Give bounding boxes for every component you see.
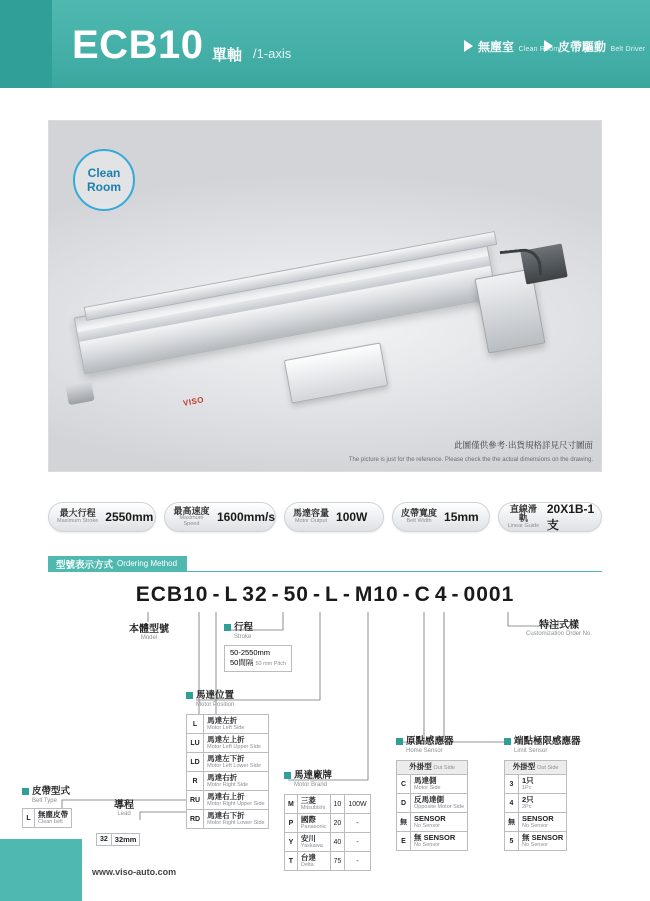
bullet-square-icon [22, 788, 29, 795]
triangle-icon [544, 40, 553, 52]
motor-brand-watt: - [345, 814, 370, 833]
actuator-slider [284, 342, 388, 403]
lead-key: 32 [97, 834, 112, 846]
motor-position-desc-cn: 馬達左上折 [207, 735, 245, 744]
title-axis-cn: 單軸 [212, 47, 243, 64]
table-row [187, 753, 269, 772]
spec-pill-max-speed-label [173, 507, 210, 528]
ordering-method-rule [48, 571, 602, 572]
code-dash-3: - [312, 583, 321, 606]
code-dash-1: - [212, 583, 221, 606]
callout-motor-brand [284, 770, 371, 871]
bullet-square-icon [396, 738, 403, 745]
motor-position-desc-en: Motor Left Upper Side [207, 744, 261, 750]
motor-brand-desc-cn: 安川 [300, 834, 316, 843]
table-row [397, 813, 468, 832]
home-sensor-key: C [397, 775, 411, 794]
ordering-method-tab-en: Ordering Method [117, 559, 178, 568]
motor-position-key: LU [187, 734, 204, 753]
page-header [0, 0, 650, 88]
callout-motor-position-head [186, 690, 269, 709]
callout-stroke-head [224, 622, 292, 641]
callout-motor-position-cn: 馬達位置 [196, 690, 235, 701]
spec-pill-linear-guide-label [507, 505, 540, 530]
callout-model-cn: 本體型號 [129, 624, 169, 635]
home-sensor-desc-cn: 反馬達側 [414, 795, 444, 804]
limit-sensor-desc-en: 1Pc [522, 785, 532, 791]
limit-sensor-key: 3 [505, 775, 519, 794]
code-dash-6: - [451, 583, 460, 606]
home-sensor-desc-cn: SENSOR [414, 814, 446, 823]
callout-stroke-box [224, 645, 292, 672]
callout-motor-brand-cn: 馬達廠牌 [294, 770, 333, 781]
callout-home-sensor [396, 736, 468, 851]
code-seg-lead: 32 [242, 583, 268, 606]
home-sensor-desc-en: Opposite Motor Side [414, 804, 465, 810]
ordering-method-tab [48, 556, 187, 571]
clean-room-badge-line2: Room [87, 180, 121, 194]
limit-sensor-table [504, 760, 567, 851]
motor-brand-desc [297, 795, 330, 814]
spec-label-cn: 直線滑軌 [509, 503, 537, 524]
code-dash-2: - [271, 583, 280, 606]
code-seg-custom: 0001 [463, 583, 515, 606]
spec-label-cn: 皮帶寬度 [401, 508, 438, 519]
motor-position-desc-en: Motor Right Upper Side [207, 801, 265, 807]
motor-position-key: RU [187, 791, 204, 810]
callout-motor-position-en: Motor Position [196, 702, 235, 708]
callout-stroke-pitch-en: 50 mm Pitch [255, 661, 287, 667]
limit-sensor-desc [519, 775, 567, 794]
home-sensor-header-cn: 外掛型 [409, 762, 432, 771]
table-row [285, 852, 371, 871]
motor-brand-num: 75 [330, 852, 345, 871]
belt-type-key: L [23, 809, 35, 828]
limit-sensor-desc [519, 813, 567, 832]
motor-brand-desc-cn: 國際 [300, 815, 316, 824]
spec-pill-max-stroke-label [57, 509, 98, 524]
callout-lead [96, 796, 152, 846]
table-row [187, 715, 269, 734]
motor-brand-desc-en: Yaskawa [300, 843, 323, 849]
limit-sensor-header-en: Out Side [537, 765, 559, 771]
header-tag-clean-room-en: Clean Room [518, 46, 560, 53]
motor-position-key: R [187, 772, 204, 791]
belt-type-desc [35, 809, 72, 828]
home-sensor-desc-cn: 馬達側 [414, 776, 437, 785]
limit-sensor-desc [519, 832, 567, 851]
table-row [505, 794, 567, 813]
motor-brand-desc [297, 814, 330, 833]
motor-brand-desc-en: Delta [300, 862, 314, 868]
motor-position-desc [204, 791, 268, 810]
spec-label-en: Motor Output [294, 517, 328, 524]
spec-pill-max-speed-value: 1600mm/s [216, 510, 275, 524]
spec-pill-linear-guide [498, 502, 602, 532]
table-row [187, 791, 269, 810]
header-tag-clean-room-cn: 無塵室 [478, 40, 515, 54]
limit-sensor-desc-cn: SENSOR [522, 814, 554, 823]
bullet-square-icon [186, 692, 193, 699]
callout-stroke-pitch-cn: 50間隔 [230, 658, 254, 667]
limit-sensor-key: 5 [505, 832, 519, 851]
callout-belt-type-cn: 皮帶型式 [32, 786, 71, 797]
motor-brand-table [284, 794, 371, 871]
motor-brand-num: 20 [330, 814, 345, 833]
belt-type-desc-cn: 無塵皮帶 [38, 810, 68, 819]
limit-sensor-desc-cn: 2只 [522, 795, 534, 804]
home-sensor-table [396, 760, 468, 851]
motor-brand-desc [297, 833, 330, 852]
code-seg-belt: L [224, 583, 239, 606]
home-sensor-header [397, 761, 468, 775]
code-seg-motorpos: L [324, 583, 339, 606]
spec-pill-motor-output [284, 502, 384, 532]
code-dash-5: - [402, 583, 411, 606]
spec-pill-motor-output-value: 100W [336, 510, 368, 524]
model-code [48, 580, 602, 610]
motor-brand-desc-cn: 台達 [300, 853, 316, 862]
callout-customization-en: Customization Order No. [525, 631, 593, 637]
spec-pill-linear-guide-value: 20X1B-1支 [546, 501, 595, 532]
spec-label-cn: 最高速度 [173, 505, 210, 516]
spec-pill-belt-width-label [401, 509, 437, 524]
limit-sensor-desc-cn: 無 SENSOR [522, 833, 564, 842]
motor-brand-key: M [285, 795, 298, 814]
footer-accent-block [0, 839, 82, 901]
spec-label-en: Maximum Stroke [57, 517, 99, 524]
spec-pill-belt-width-value: 15mm [444, 510, 479, 524]
code-seg-motorbrand: M10 [354, 583, 399, 606]
motor-position-desc-cn: 馬達左折 [207, 716, 238, 725]
code-seg-homesensor: C [414, 583, 431, 606]
limit-sensor-desc [519, 794, 567, 813]
motor-position-desc-cn: 馬達左下折 [207, 754, 245, 763]
photo-note-cn: 此圖僅供參考·出貨規格詳見尺寸圖面 [454, 440, 593, 450]
callout-customization-cn: 特注式樣 [539, 620, 579, 631]
motor-position-desc-cn: 馬達右上折 [207, 792, 245, 801]
callout-home-sensor-cn: 原點感應器 [406, 736, 454, 747]
spec-pill-motor-output-label [293, 509, 329, 524]
callout-home-sensor-en: Home Sensor [406, 748, 443, 754]
home-sensor-desc-en: Motor Side [414, 785, 441, 791]
limit-sensor-key: 無 [505, 813, 519, 832]
motor-position-desc-en: Motor Left Side [207, 725, 245, 731]
triangle-icon [464, 40, 473, 52]
spec-label-en: Maximum Speed [179, 514, 204, 527]
table-row [187, 810, 269, 829]
table-row [505, 832, 567, 851]
belt-type-table [22, 808, 72, 828]
product-photo [48, 120, 602, 472]
motor-position-desc-en: Motor Left Lower Side [207, 763, 261, 769]
table-row [505, 775, 567, 794]
limit-sensor-desc-en: No Sensor [522, 823, 548, 829]
limit-sensor-desc-en: 2Pc [522, 804, 532, 810]
limit-sensor-key: 4 [505, 794, 519, 813]
motor-brand-watt: - [345, 833, 370, 852]
motor-brand-num: 40 [330, 833, 345, 852]
motor-position-key: L [187, 715, 204, 734]
motor-position-desc [204, 734, 268, 753]
spec-pill-max-stroke [48, 502, 156, 532]
table-row [285, 833, 371, 852]
motor-brand-desc-en: Panasonic [300, 824, 327, 830]
code-seg-stroke: 50 [283, 583, 309, 606]
callout-stroke [224, 622, 292, 672]
spec-label-en: Linear Guide [507, 522, 540, 529]
spec-label-cn: 馬達容量 [293, 508, 330, 519]
table-row [187, 772, 269, 791]
motor-brand-key: P [285, 814, 298, 833]
motor-brand-desc-cn: 三菱 [300, 796, 316, 805]
callout-stroke-cn: 行程 [234, 622, 254, 633]
spec-pill-max-speed [164, 502, 276, 532]
motor-position-desc [204, 715, 268, 734]
callout-belt-type [22, 786, 72, 828]
table-row [397, 775, 468, 794]
callout-belt-type-en: Belt Type [32, 798, 57, 804]
home-sensor-desc-cn: 無 SENSOR [414, 833, 456, 842]
page-title: ECB10 [72, 23, 204, 67]
header-tag-belt-driver [558, 38, 645, 56]
belt-type-desc-en: Clean belt [38, 819, 63, 825]
callout-model-en: Model [140, 635, 158, 641]
ordering-method-tab-cn: 型號表示方式 [56, 559, 114, 571]
bullet-square-icon [224, 624, 231, 631]
callout-model [96, 620, 202, 641]
table-row [187, 734, 269, 753]
motor-brand-desc-en: Mitsubishi [300, 805, 326, 811]
callout-lead-cn: 導程 [114, 800, 134, 811]
limit-sensor-header-cn: 外掛型 [512, 762, 536, 771]
clean-room-badge-line1: Clean [87, 166, 121, 180]
lead-table [96, 833, 140, 846]
table-row [23, 809, 72, 828]
motor-position-table [186, 714, 269, 829]
callout-limit-sensor-head [504, 736, 581, 755]
home-sensor-key: D [397, 794, 411, 813]
table-row [505, 761, 567, 775]
code-seg-limitsensor: 4 [434, 583, 448, 606]
callout-limit-sensor [504, 736, 581, 851]
clean-room-badge [73, 149, 135, 211]
spec-pill-belt-width [392, 502, 490, 532]
callout-motor-position [186, 690, 269, 829]
motor-brand-key: T [285, 852, 298, 871]
spec-label-cn: 最大行程 [59, 508, 96, 519]
motor-position-desc-cn: 馬達右折 [207, 773, 238, 782]
table-row [505, 813, 567, 832]
motor-position-desc [204, 753, 268, 772]
callout-home-sensor-head [396, 736, 468, 755]
callout-lead-head [96, 796, 152, 817]
home-sensor-desc [411, 813, 468, 832]
limit-sensor-desc-en: No Sensor [522, 842, 548, 848]
callout-limit-sensor-en: Limit Sensor [514, 748, 548, 754]
callout-belt-type-head [22, 786, 72, 805]
header-accent-block [0, 0, 52, 88]
callout-lead-en: Lead [117, 811, 131, 817]
table-row [97, 834, 140, 846]
code-dash-4: - [342, 583, 351, 606]
home-sensor-desc [411, 832, 468, 851]
motor-position-key: RD [187, 810, 204, 829]
table-row [397, 761, 468, 775]
lead-value: 32mm [111, 834, 140, 846]
home-sensor-desc-en: No Sensor [414, 842, 440, 848]
motor-brand-num: 10 [330, 795, 345, 814]
home-sensor-header-en: Out Side [433, 765, 455, 771]
callout-customization [494, 616, 624, 637]
motor-brand-watt: - [345, 852, 370, 871]
table-row [397, 794, 468, 813]
limit-sensor-desc-cn: 1只 [522, 776, 534, 785]
motor-position-desc [204, 810, 268, 829]
home-sensor-desc [411, 794, 468, 813]
table-row [397, 832, 468, 851]
callout-stroke-range: 50-2550mm [230, 648, 271, 657]
limit-sensor-header [505, 761, 567, 775]
spec-pill-max-stroke-value: 2550mm [105, 510, 154, 524]
photo-note-en: The picture is just for the reference. Please check the the actual dimensions on the drawing. [348, 457, 593, 463]
header-tag-belt-driver-cn: 皮帶驅動 [558, 40, 607, 54]
callout-motor-brand-en: Motor Brand [294, 782, 328, 788]
bullet-square-icon [284, 772, 291, 779]
motor-position-desc [204, 772, 268, 791]
home-sensor-key: E [397, 832, 411, 851]
header-tag-belt-driver-en: Belt Driver [610, 46, 646, 53]
spec-label-en: Belt Width [406, 517, 432, 524]
motor-brand-watt: 100W [345, 795, 370, 814]
table-row [285, 814, 371, 833]
callout-stroke-pitch [230, 658, 286, 669]
motor-position-desc-en: Motor Right Lower Side [207, 820, 265, 826]
table-row [285, 795, 371, 814]
product-brand-mark: VISO [182, 395, 205, 408]
callout-stroke-en: Stroke [234, 634, 252, 640]
bullet-square-icon [504, 738, 511, 745]
motor-position-desc-en: Motor Right Side [207, 782, 249, 788]
callout-limit-sensor-cn: 端點極限感應器 [514, 736, 581, 747]
callout-motor-brand-head [284, 770, 371, 789]
motor-position-key: LD [187, 753, 204, 772]
actuator-end-cap [65, 381, 94, 405]
motor-brand-desc [297, 852, 330, 871]
footer-url[interactable]: www.viso-auto.com [92, 867, 177, 877]
home-sensor-key: 無 [397, 813, 411, 832]
home-sensor-desc-en: No Sensor [414, 823, 440, 829]
home-sensor-desc [411, 775, 468, 794]
title-axis-en: /1-axis [253, 46, 292, 61]
motor-position-desc-cn: 馬達右下折 [207, 811, 245, 820]
code-seg-model: ECB10 [135, 583, 209, 606]
motor-brand-key: Y [285, 833, 298, 852]
spec-pill-row [48, 502, 602, 536]
